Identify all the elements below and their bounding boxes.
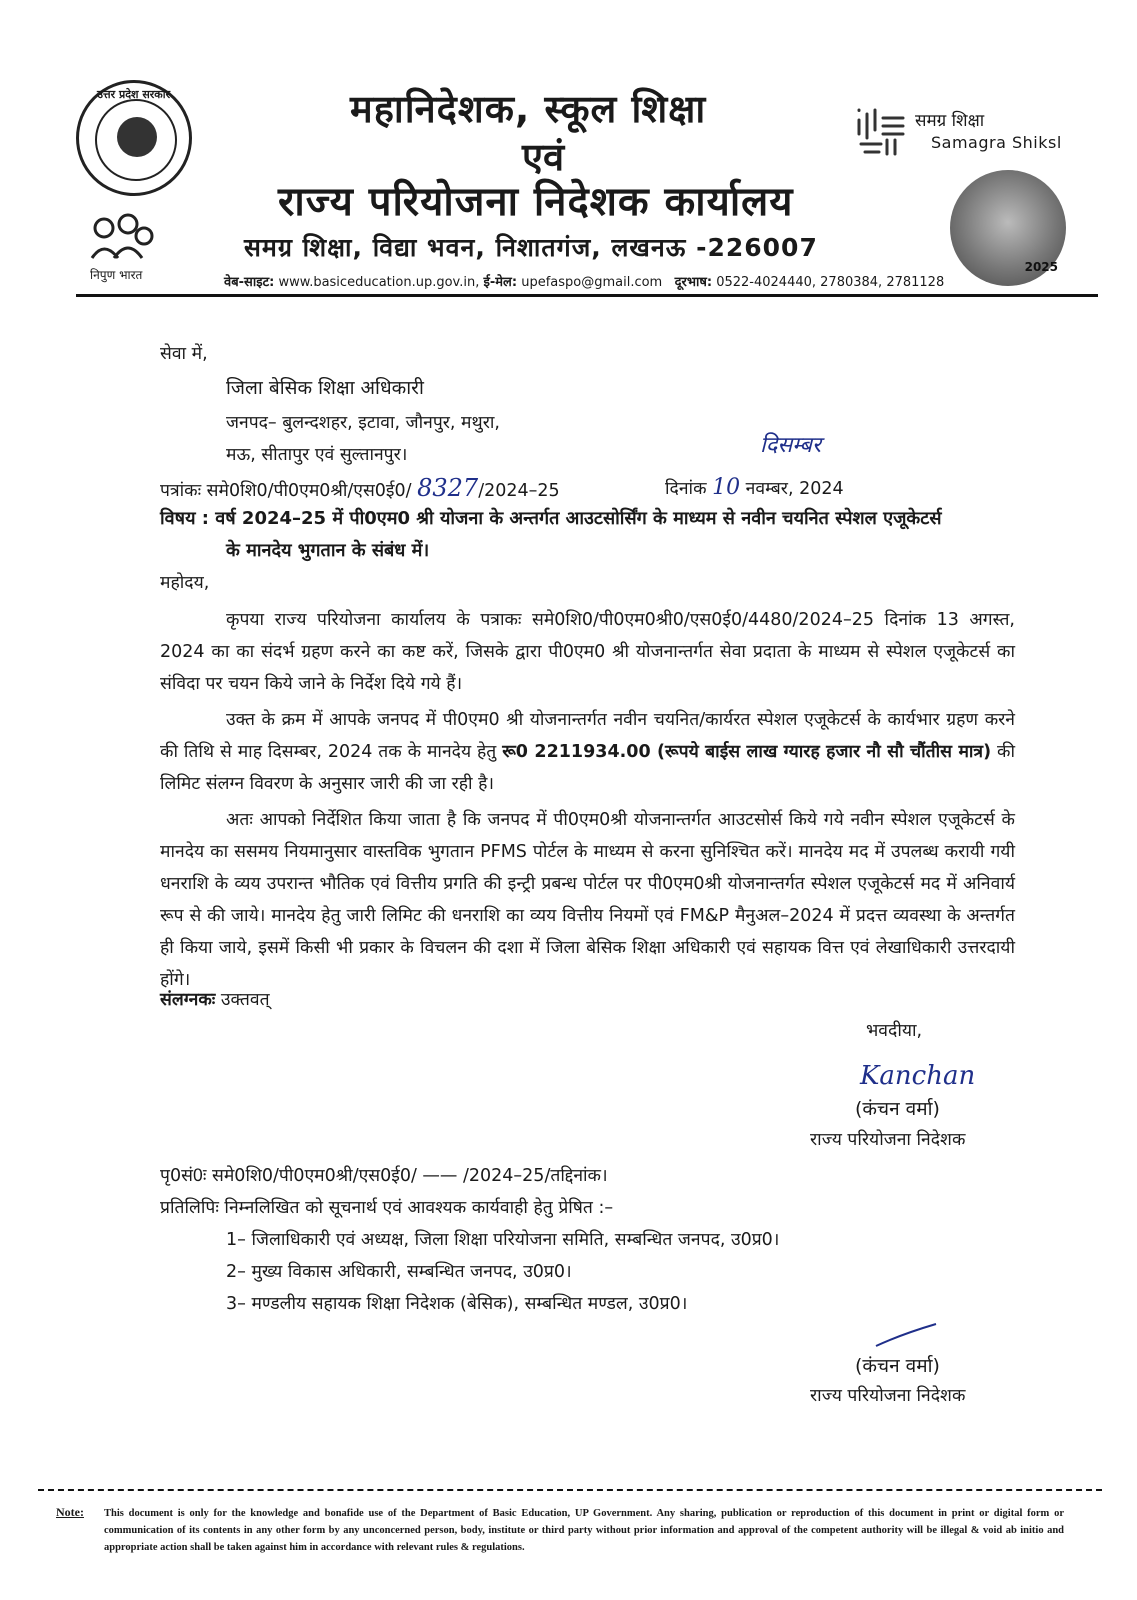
website-label: वेब-साइट: xyxy=(224,275,275,290)
nipun-bharat-logo-icon xyxy=(84,210,160,264)
header-title-line3: राज्य परियोजना निदेशक कार्यालय xyxy=(278,179,794,225)
mahakumbh-logo-icon xyxy=(950,170,1066,286)
email-label: ई-मेल: xyxy=(483,275,518,290)
recipient: जिला बेसिक शिक्षा अधिकारी xyxy=(226,377,424,399)
subject-line2: के मानदेय भुगतान के संबंध में। xyxy=(226,540,430,561)
date-line xyxy=(665,472,844,505)
subject-line1: विषय : वर्ष 2024–25 में पी0एम0 श्री योजना के अन्तर्गत आउटसोर्सिंग के माध्यम से नवीन चयनित स्पेशल एजूकेटर्स xyxy=(160,508,942,529)
note-label: Note: xyxy=(56,1505,84,1519)
date-month-year: नवम्बर, 2024 xyxy=(745,479,844,499)
samagra-shiksha-english: Samagra Shiksl xyxy=(931,133,1062,152)
reference-prefix: पत्रांकः समे0शि0/पी0एम0श्री/एस0ई0/ xyxy=(160,481,412,501)
paragraph-3: अतः आपको निर्देशित किया जाता है कि जनपद में पी0एम0श्री योजनान्तर्गत आउटसोर्स किये गये नवीन स्पेशल एजूकेटर्स के मानदेय का ससमय नियमानुसार वास्तविक भुगतान PFMS पोर्टल के माध्यम से करना सुनिश्चित करें। मानदेय मद में उपलब्ध करायी गयी धनराशि के व्यय उपरान्त भौतिक एवं वित्तीय प्रगति की इन्ट्री प्रबन्ध पोर्टल पर पी0एम0श्री योजनान्तर्गत स्पेशल एजूकेटर्स मद में अनिवार्य रूप से की जाये। मानदेय हेतु जारी लिमिट की धनराशि का व्यय वित्तीय नियमों एवं FM&P मैनुअल–2024 में प्रदत्त व्यवस्था के अन्तर्गत ही किया जाये, इसमें किसी भी प्रकार के विचलन की दशा में जिला बेसिक शिक्षा अधिकारी एवं सहायक वित्त एवं लेखाधिकारी उत्तरदायी होंगे। xyxy=(160,810,1015,990)
districts-line1: जनपद– बुलन्दशहर, इटावा, जौनपुर, मथुरा, xyxy=(226,413,500,433)
districts-line2: मऊ, सीतापुर एवं सुल्तानपुर। xyxy=(226,445,408,465)
samagra-shiksha-hindi: समग्र शिक्षा xyxy=(915,111,985,131)
handwritten-dispatch-note: दिसम्बर xyxy=(760,433,821,458)
website-link[interactable]: www.basiceducation.up.gov.in, xyxy=(278,275,480,290)
paragraph-1: कृपया राज्य परियोजना कार्यालय के पत्राकः समे0शि0/पी0एम0श्री0/एस0ई0/4480/2024–25 दिनांक 13 अगस्त, 2024 का का संदर्भ ग्रहण करने का कष्ट करें, जिसके द्वारा पी0एम0 श्री योजनान्तर्गत सेवा प्रदाता के माध्यम से स्पेशल एजूकेटर्स का संविदा पर चयन किये जाने के निर्देश दिये गये हैं। xyxy=(160,610,1015,694)
samagra-shiksha-logo-icon xyxy=(853,104,907,156)
nipun-bharat-label: निपुण भारत xyxy=(90,268,143,282)
enclosure-label: संलग्नकः xyxy=(160,990,216,1010)
header-title-line2: एवं xyxy=(522,135,565,179)
reference-suffix: /2024–25 xyxy=(478,481,560,501)
date-day: 10 xyxy=(712,475,741,500)
date-label: दिनांक xyxy=(665,479,707,499)
closing: भवदीया, xyxy=(866,1021,923,1041)
enclosure-value: उक्तवत् xyxy=(220,990,270,1010)
initial-mark xyxy=(872,1320,942,1350)
reference-number: 8327 xyxy=(417,474,479,502)
header-title-line1: महानिदेशक, स्कूल शिक्षा xyxy=(350,87,707,131)
note-text: This document is only for the knowledge and bonafide use of the Department of Basic Education, UP Government. Any sharing, publication or reproduction of this document in print or digital form or communication of its contents in any other form by any unconcerned person, body, institute or third party without prior information and approval of the competent authority will be illegal & void ab initio and appropriate action shall be taken against him in accordance with relevant rules & regulations. xyxy=(104,1508,1064,1553)
paragraph-2-start: उक्त के क्रम में आपके जनपद में पी0एम0 श्री योजनान्तर्गत नवीन चयनित/कार्यरत स्पेशल एजूकेटर्स के कार्यभार ग्रहण करने की तिथि से माह दिसम्बर, 2024 तक के मानदेय हेतु xyxy=(160,710,1015,762)
seal-text: उत्तर प्रदेश सरकार xyxy=(97,88,171,101)
kumbh-year: 2025 xyxy=(1024,260,1058,274)
copy-item-3: 3– मण्डलीय सहायक शिक्षा निदेशक (बेसिक), सम्बन्धित मण्डल, उ0प्र0। xyxy=(226,1294,688,1314)
copy-item-1: 1– जिलाधिकारी एवं अध्यक्ष, जिला शिक्षा परियोजना समिति, सम्बन्धित जनपद, उ0प्र0। xyxy=(226,1230,780,1250)
paragraph-2 xyxy=(160,704,1015,800)
copy-item-2: 2– मुख्य विकास अधिकारी, सम्बन्धित जनपद, उ0प्र0। xyxy=(226,1262,572,1282)
handwritten-signature: Kanchan xyxy=(860,1061,976,1091)
salutation-to: सेवा में, xyxy=(160,344,208,364)
header-contact xyxy=(224,272,944,290)
copy-signer-name: (कंचन वर्मा) xyxy=(855,1355,940,1377)
paragraph-2-end: की लिमिट संलग्न विवरण के अनुसार जारी की जा रही है। xyxy=(160,742,1015,794)
email-link[interactable]: upefaspo@gmail.com xyxy=(521,275,663,290)
signer-title: राज्य परियोजना निदेशक xyxy=(810,1130,966,1150)
copy-signer-title: राज्य परियोजना निदेशक xyxy=(810,1386,966,1406)
footer-divider xyxy=(38,1489,1102,1491)
signer-name: (कंचन वर्मा) xyxy=(855,1098,940,1120)
phone-label: दूरभाष: xyxy=(674,275,713,290)
copy-intro: प्रतिलिपिः निम्नलिखित को सूचनार्थ एवं आवश्यक कार्यवाही हेतु प्रेषित :– xyxy=(160,1198,614,1218)
header-divider xyxy=(76,294,1098,297)
header-address: समग्र शिक्षा, विद्या भवन, निशातगंज, लखनऊ -226007 xyxy=(244,233,818,262)
greeting: महोदय, xyxy=(160,573,210,593)
phone-numbers: 0522-4024440, 2780384, 2781128 xyxy=(716,275,945,290)
seal-emblem-icon xyxy=(117,117,157,157)
up-government-seal xyxy=(76,80,192,196)
paragraph-2-amount: रू0 2211934.00 (रूपये बाईस लाख ग्यारह हजार नौ सौ चौंतीस मात्र) xyxy=(502,742,992,762)
enclosure-line xyxy=(160,984,270,1016)
reference-line xyxy=(160,472,560,507)
copy-reference-line: पृ0सं0ः समे0शि0/पी0एम0श्री/एस0ई0/ —— /2024–25/तद्दिनांक। xyxy=(160,1166,608,1186)
